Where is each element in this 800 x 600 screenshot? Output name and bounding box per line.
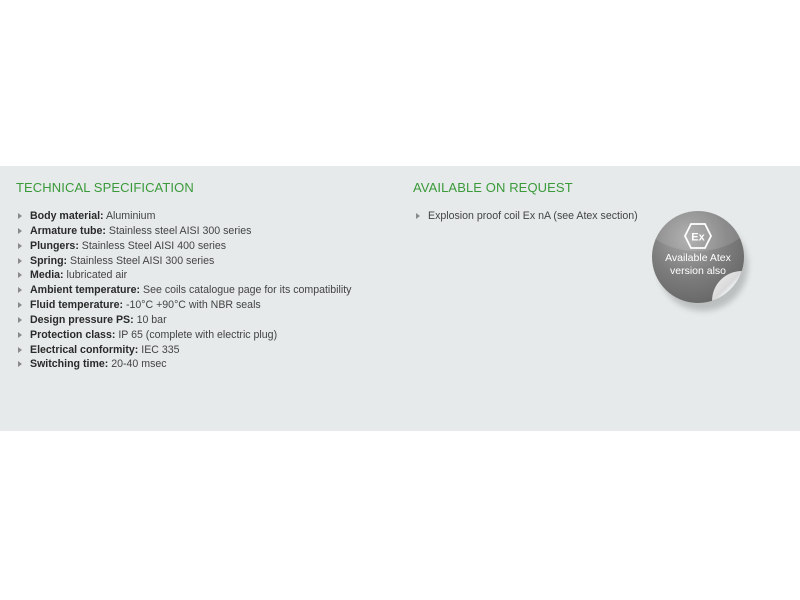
spec-value: -10°C +90°C with NBR seals <box>123 299 261 312</box>
spec-value: lubricated air <box>63 269 128 282</box>
spec-value: 20-40 msec <box>108 358 167 371</box>
spec-item-armature-tube <box>18 224 351 239</box>
technical-specification-heading: TECHNICAL SPECIFICATION <box>16 180 194 195</box>
spec-term: Plungers: <box>30 239 79 252</box>
spec-item-design-pressure <box>18 313 351 328</box>
atex-badge <box>652 211 748 307</box>
bullet-icon <box>18 317 22 323</box>
spec-item-plungers <box>18 239 351 254</box>
request-item-text: Explosion proof coil Ex nA (see Atex section) <box>428 210 638 222</box>
spec-term: Media: <box>30 269 64 282</box>
spec-item-ambient-temperature <box>18 283 351 298</box>
spec-value: IP 65 (complete with electric plug) <box>115 328 278 341</box>
technical-specification-list <box>18 209 351 372</box>
bullet-icon <box>18 332 22 338</box>
spec-term: Design pressure PS: <box>30 313 134 326</box>
bullet-icon <box>18 258 22 264</box>
atex-badge-line1: Available Atex <box>665 252 731 264</box>
spec-value: Stainless Steel AISI 400 series <box>78 239 227 252</box>
spec-value: IEC 335 <box>138 343 180 356</box>
atex-badge-disc <box>652 211 744 303</box>
spec-item-electrical-conformity <box>18 343 351 358</box>
spec-term: Fluid temperature: <box>30 299 124 312</box>
bullet-icon <box>416 213 420 219</box>
ex-hexagon-icon <box>684 223 712 249</box>
spec-item-protection-class <box>18 328 351 343</box>
spec-item-body-material <box>18 209 351 224</box>
spec-term: Armature tube: <box>30 224 106 237</box>
bullet-icon <box>18 361 22 367</box>
bullet-icon <box>18 347 22 353</box>
spec-value: 10 bar <box>133 313 167 326</box>
ex-label: Ex <box>691 231 705 244</box>
spec-value: Stainless steel AISI 300 series <box>105 224 252 237</box>
bullet-icon <box>18 272 22 278</box>
available-on-request-heading: AVAILABLE ON REQUEST <box>413 180 573 195</box>
bullet-icon <box>18 243 22 249</box>
bullet-icon <box>18 287 22 293</box>
atex-badge-line2: version also <box>669 264 727 277</box>
spec-item-media <box>18 268 351 283</box>
specification-panel <box>0 166 800 431</box>
spec-term: Body material: <box>30 210 104 222</box>
spec-value: See coils catalogue page for its compatibility <box>140 284 352 297</box>
spec-term: Switching time: <box>30 358 109 371</box>
spec-item-fluid-temperature <box>18 298 351 313</box>
spec-value: Stainless Steel AISI 300 series <box>67 254 215 267</box>
spec-term: Spring: <box>30 254 68 267</box>
bullet-icon <box>18 228 22 234</box>
spec-value: Aluminium <box>103 210 156 222</box>
bullet-icon <box>18 213 22 219</box>
spec-term: Ambient temperature: <box>30 284 141 297</box>
spec-term: Electrical conformity: <box>30 343 139 356</box>
available-on-request-list <box>416 209 638 224</box>
request-item-explosion-proof-coil <box>416 209 638 224</box>
spec-term: Protection class: <box>30 328 116 341</box>
spec-item-spring <box>18 254 351 269</box>
bullet-icon <box>18 302 22 308</box>
spec-item-switching-time <box>18 357 351 372</box>
